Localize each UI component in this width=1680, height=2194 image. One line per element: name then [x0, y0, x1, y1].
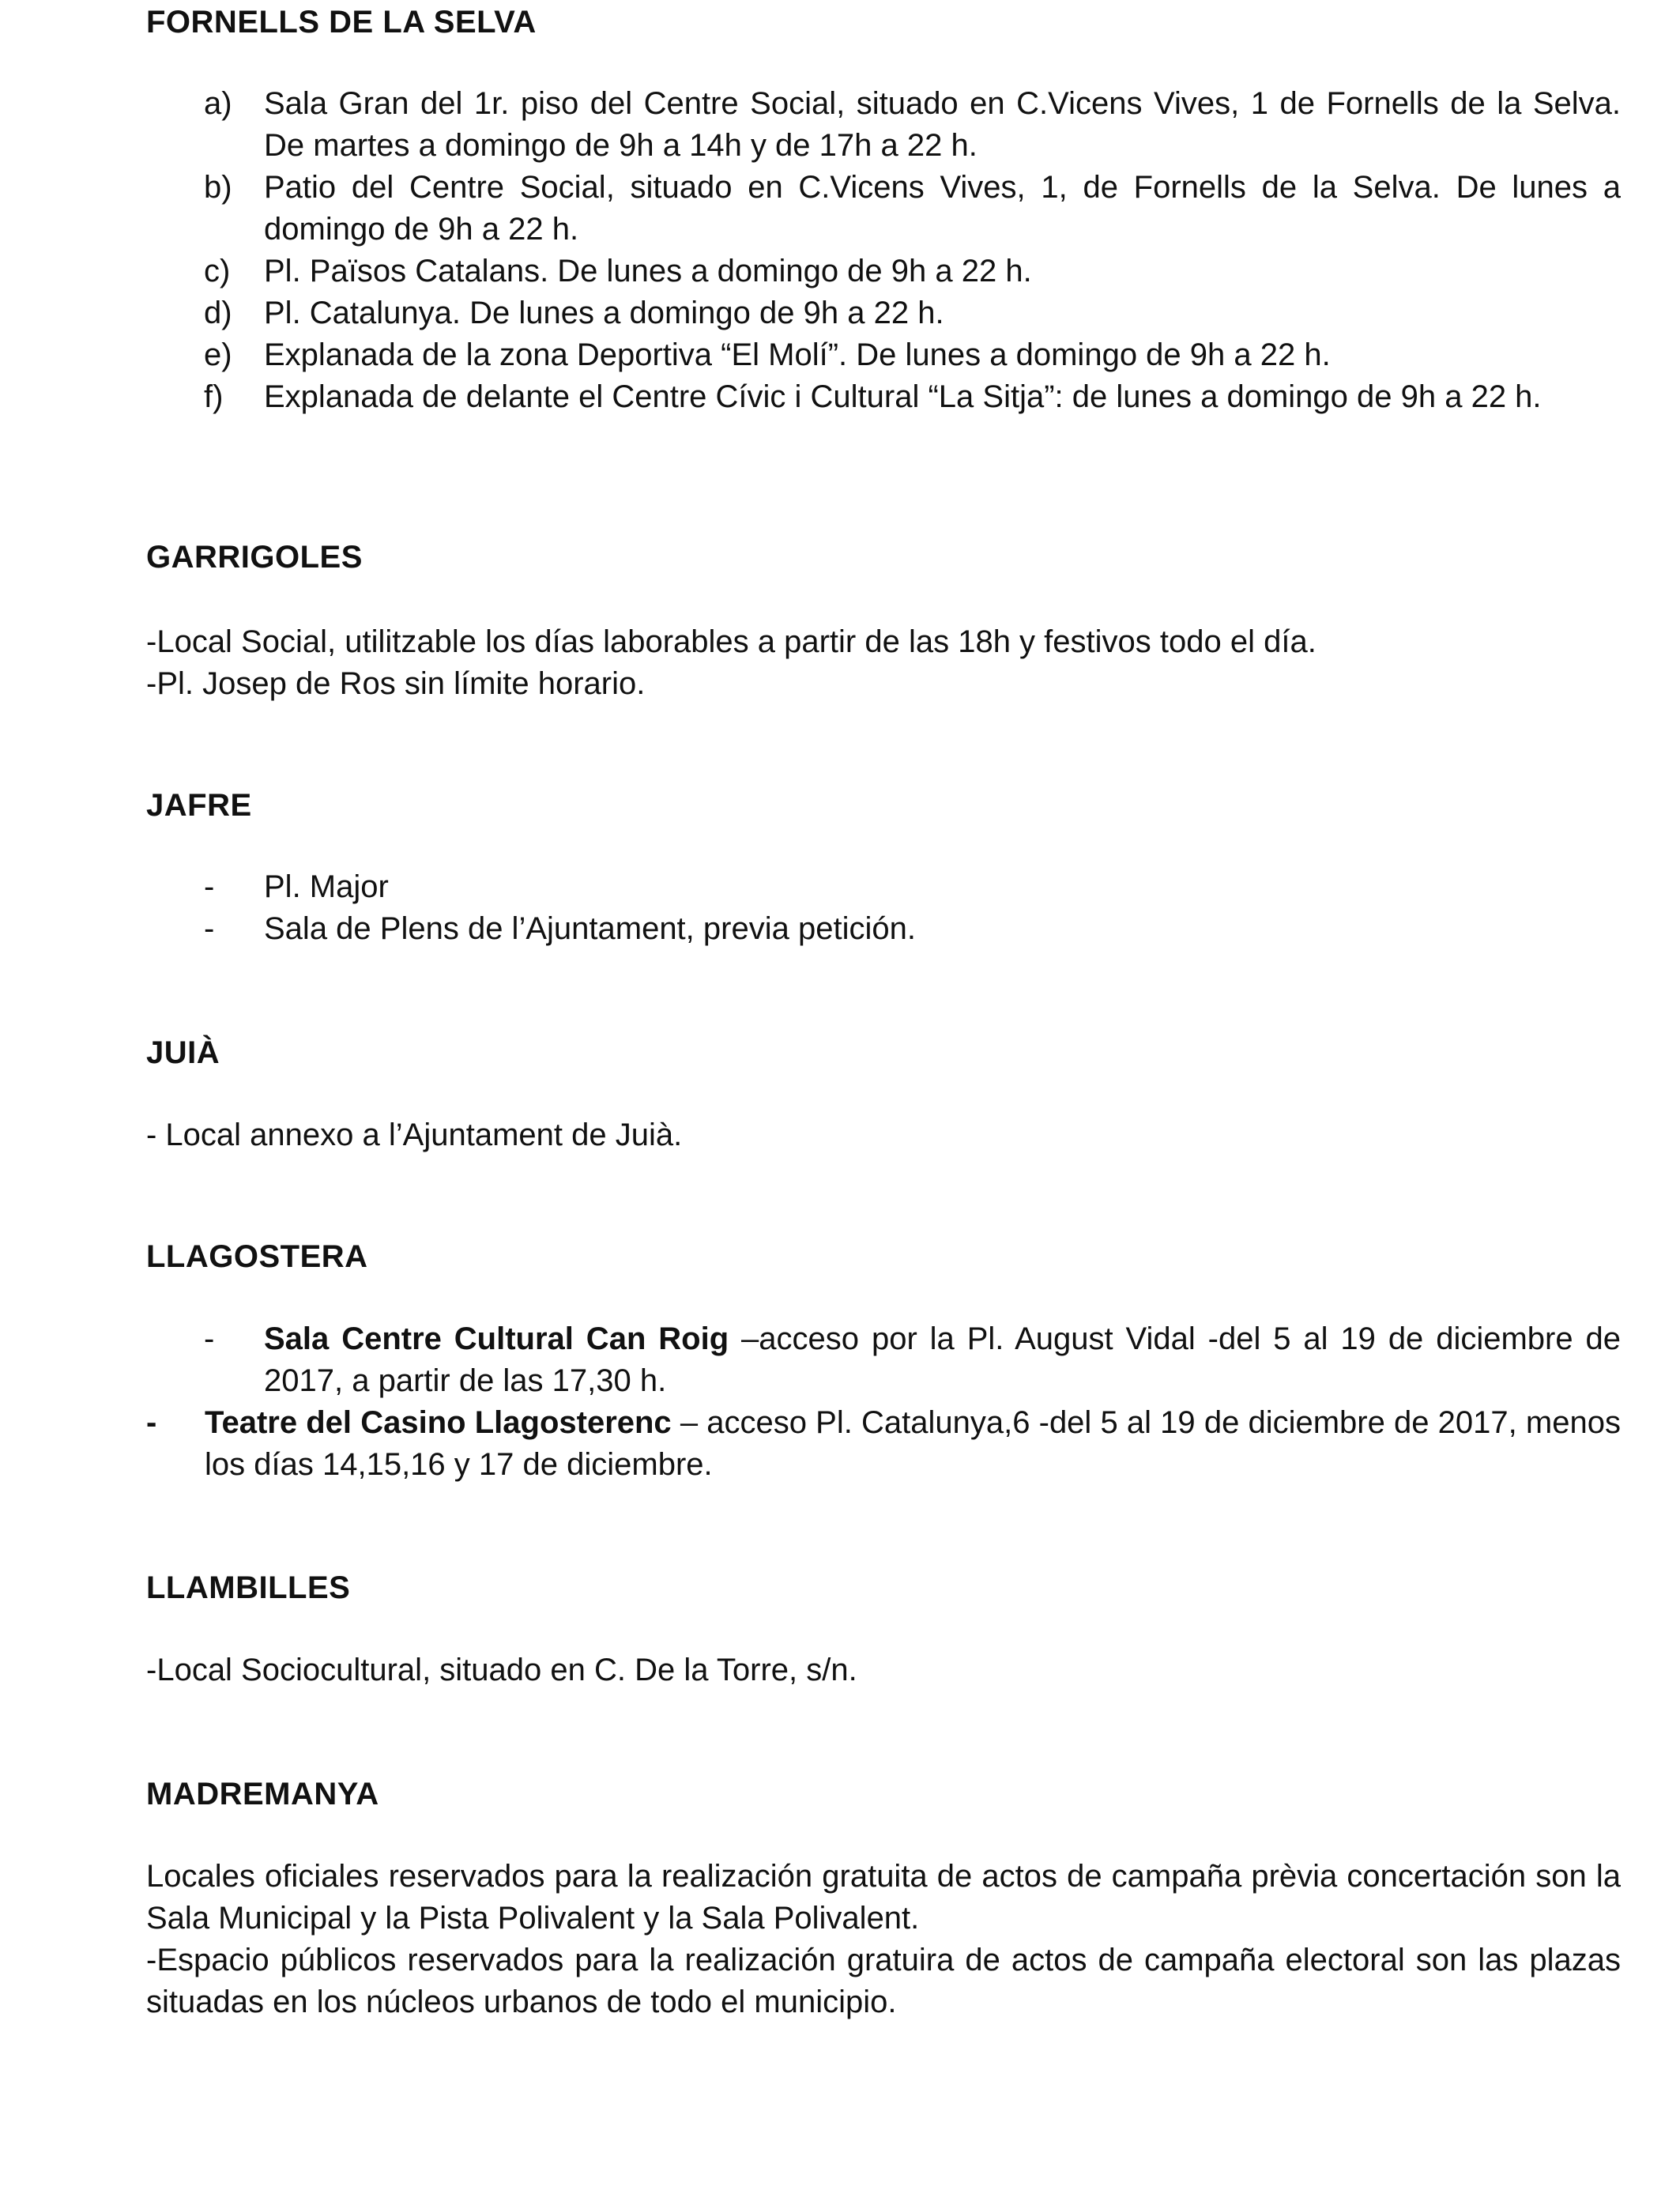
text-line: -Pl. Josep de Ros sin límite horario.: [146, 666, 646, 701]
list-marker: a): [204, 86, 232, 121]
list-item: [204, 376, 1621, 460]
list-marker: -: [204, 1321, 215, 1356]
section-title-fornells: FORNELLS DE LA SELVA: [146, 5, 537, 40]
section-title-garrigoles: GARRIGOLES: [146, 540, 363, 575]
venue-details: – acceso Pl. Catalunya,6 -del 5 al 19 de diciembre de 2017, menos los días 14,15,16 y 17 de diciembre.: [205, 1405, 1621, 1482]
section-title-jafre: JAFRE: [146, 788, 252, 823]
list-item: [204, 866, 1621, 908]
list-item-text: Patio del Centre Social, situado en C.Vicens Vives, 1, de Fornells de la Selva. De lunes a domingo de 9h a 22 h.: [264, 170, 1621, 247]
list-item: [204, 292, 1621, 334]
venue-name: Sala Centre Cultural Can Roig: [264, 1321, 729, 1356]
list-item: [204, 334, 1621, 376]
section-title-madremanya: MADREMANYA: [146, 1777, 379, 1811]
list-marker: f): [204, 379, 224, 414]
section-title-juia: JUIÀ: [146, 1035, 220, 1070]
paragraph: -Espacio públicos reservados para la realización gratuira de actos de campaña electoral son las plazas situadas en los núcleos urbanos de todo el municipio.: [146, 1943, 1621, 2019]
list-item: [204, 83, 1621, 167]
list-marker: b): [204, 170, 232, 205]
list-item-text: Explanada de la zona Deportiva “El Molí”. De lunes a domingo de 9h a 22 h.: [264, 337, 1331, 372]
list-marker: c): [204, 254, 231, 288]
list-item-text: Pl. Major: [264, 869, 389, 904]
list-item-text: Sala de Plens de l’Ajuntament, previa petición.: [264, 911, 916, 946]
list-item-text: Sala Gran del 1r. piso del Centre Social, situado en C.Vicens Vives, 1 de Fornells de la Selva. De martes a domingo de 9h a 14h y de 17h a 22 h.: [264, 86, 1621, 163]
list-marker: -: [204, 911, 215, 946]
venue-details: –acceso por la Pl. August Vidal -del 5 al 19 de diciembre de 2017, a partir de las 17,30 h.: [264, 1321, 1622, 1398]
list-marker: e): [204, 337, 232, 372]
list-item: [204, 167, 1621, 251]
list-item-text: [205, 1402, 1621, 1486]
list-item: [204, 251, 1621, 292]
list-marker: d): [204, 296, 232, 330]
list-item-text: [264, 1318, 1621, 1402]
list-item: [204, 1318, 1621, 1402]
text-line: -Local Sociocultural, situado en C. De la Torre, s/n.: [146, 1653, 857, 1687]
list-marker: -: [204, 869, 215, 904]
text-line: -Local Social, utilitzable los días laborables a partir de las 18h y festivos todo el día.: [146, 624, 1317, 659]
list-item-text: Pl. Països Catalans. De lunes a domingo de 9h a 22 h.: [264, 254, 1032, 288]
venue-name: Teatre del Casino Llagosterenc: [205, 1405, 672, 1440]
text-line: - Local annexo a l’Ajuntament de Juià.: [146, 1118, 683, 1152]
section-title-llagostera: LLAGOSTERA: [146, 1239, 368, 1274]
list-item: [204, 908, 1621, 950]
paragraph: Locales oficiales reservados para la realización gratuita de actos de campaña prèvia concertación son la Sala Municipal y la Pista Polivalent y la Sala Polivalent.: [146, 1859, 1621, 1936]
list-item: [146, 1402, 1621, 1486]
list-marker: -: [146, 1405, 157, 1440]
section-title-llambilles: LLAMBILLES: [146, 1570, 351, 1605]
list-item-text: Pl. Catalunya. De lunes a domingo de 9h a 22 h.: [264, 296, 944, 330]
list-item-text: Explanada de delante el Centre Cívic i Cultural “La Sitja”: de lunes a domingo de 9h a 22 h.: [264, 379, 1542, 414]
